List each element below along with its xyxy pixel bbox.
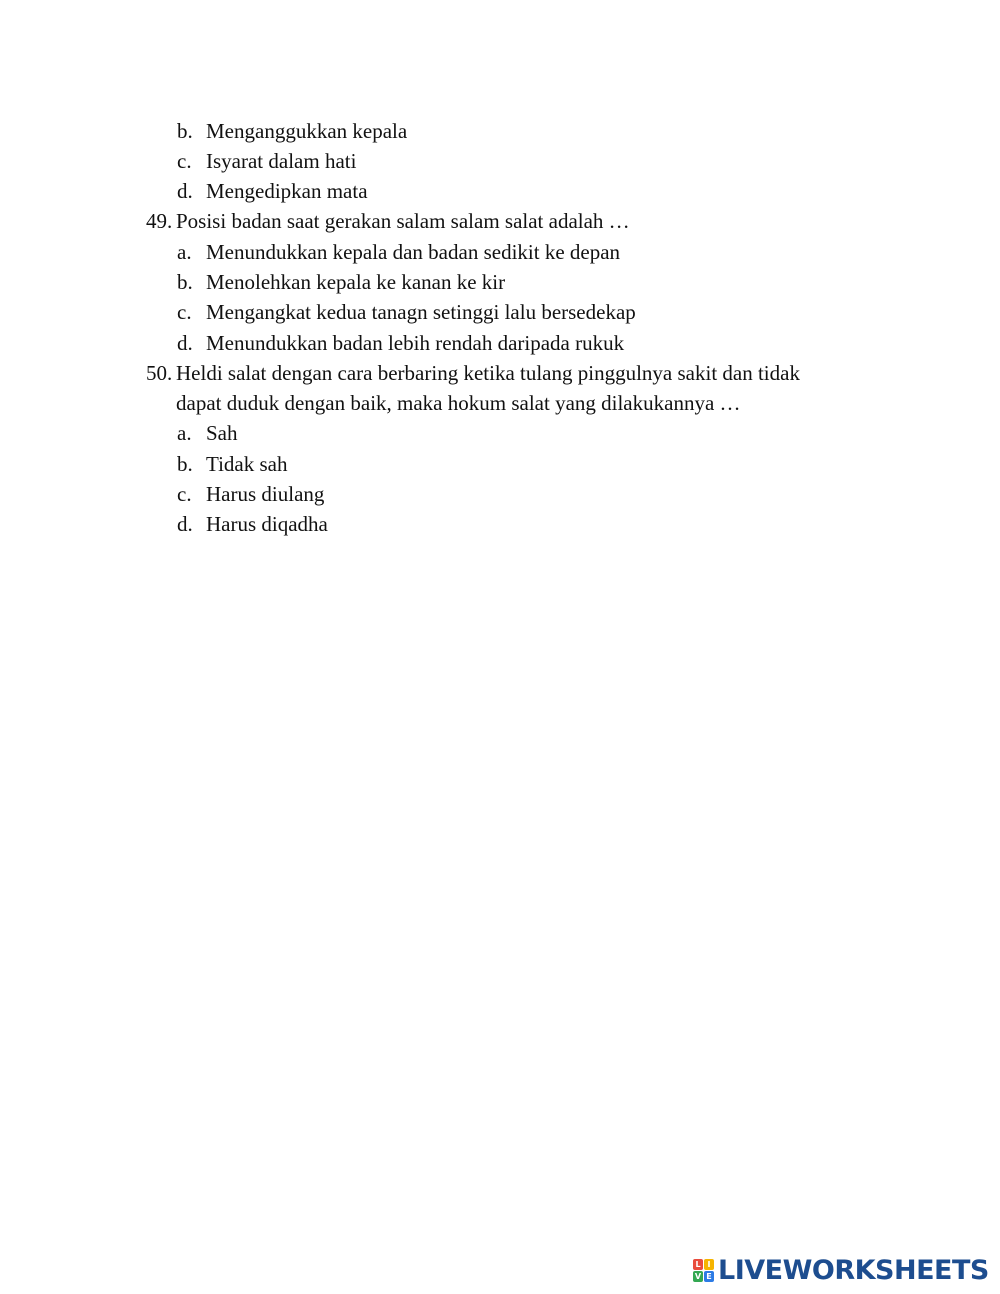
option-letter: c. (177, 149, 192, 173)
question-number: 49. (146, 209, 173, 233)
question-number: 50. (146, 361, 173, 385)
question-text: dapat duduk dengan baik, maka hokum salat yang dilakukannya … (176, 391, 741, 415)
option-letter: a. (177, 421, 192, 445)
option-letter: c. (177, 482, 192, 506)
option-text: Isyarat dalam hati (206, 149, 357, 173)
option-text: Mengedipkan mata (206, 179, 368, 203)
liveworksheets-logo[interactable] (693, 1254, 989, 1286)
option-text: Sah (206, 421, 238, 445)
option-letter: d. (177, 512, 193, 536)
option-text: Harus diqadha (206, 512, 328, 536)
option-letter: b. (177, 270, 193, 294)
logo-letter: I (704, 1259, 714, 1270)
option-text: Mengangkat kedua tanagn setinggi lalu bersedekap (206, 300, 636, 324)
brand-text: LIVEWORKSHEETS (718, 1254, 989, 1286)
question-text: Heldi salat dengan cara berbaring ketika tulang pinggulnya sakit dan tidak (176, 361, 800, 385)
question-text: Posisi badan saat gerakan salam salam salat adalah … (176, 209, 630, 233)
option-letter: d. (177, 179, 193, 203)
option-text: Menolehkan kepala ke kanan ke kir (206, 270, 506, 294)
option-text: Menganggukkan kepala (206, 119, 408, 143)
logo-letter: L (693, 1259, 703, 1270)
logo-letter: E (704, 1271, 714, 1282)
option-text: Tidak sah (206, 452, 288, 476)
option-letter: c. (177, 300, 192, 324)
logo-letter: V (694, 1271, 702, 1281)
option-letter: d. (177, 331, 193, 355)
logo-grid-icon (693, 1259, 714, 1282)
option-letter: b. (177, 119, 193, 143)
option-letter: a. (177, 240, 192, 264)
option-letter: b. (177, 452, 193, 476)
option-text: Menundukkan badan lebih rendah daripada rukuk (206, 331, 625, 355)
option-text: Menundukkan kepala dan badan sedikit ke depan (206, 240, 621, 264)
option-text: Harus diulang (206, 482, 325, 506)
